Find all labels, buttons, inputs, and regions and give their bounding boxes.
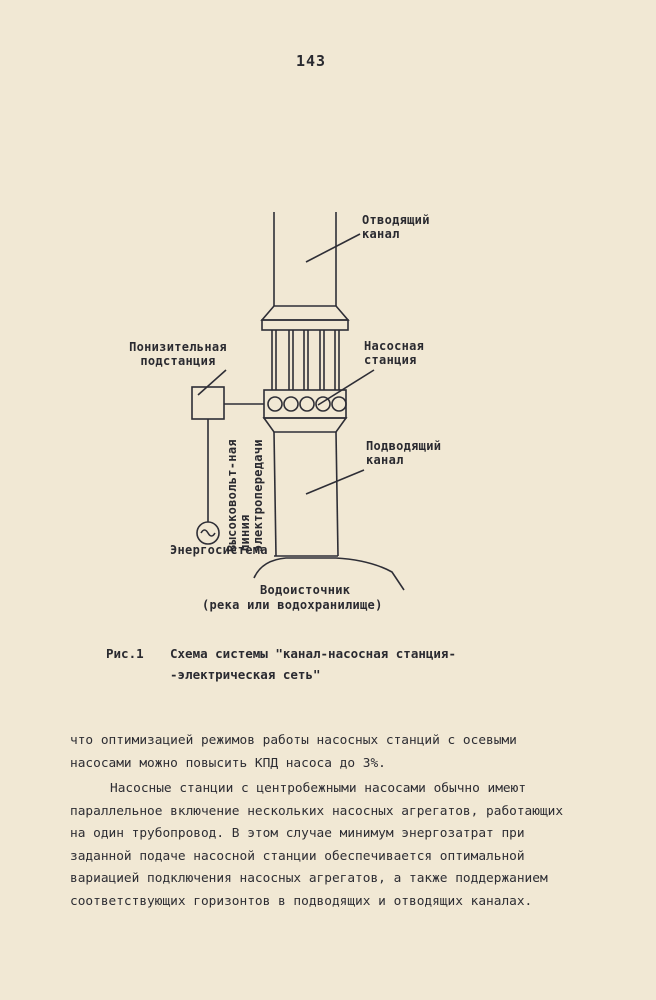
label-power-line: Высоковольт-ная линия электропередачи — [225, 439, 265, 552]
discharge-header — [262, 320, 348, 330]
figure-caption-label: Рис.1 — [106, 646, 144, 661]
substation-box — [192, 387, 224, 419]
label-substation: Понизительная подстанция — [129, 340, 227, 368]
label-pumping-station: Насосная станция — [364, 339, 425, 367]
paragraph-1: что оптимизацией режимов работы насосных станций с осевыми насосами можно повысить КПД насоса до 3%. — [70, 733, 517, 771]
inlet-channel-funnel — [264, 418, 346, 432]
label-water-source-detail: (река или водохранилище) — [202, 598, 383, 612]
figure-caption-title-line1: Схема системы "канал-насосная станция- — [170, 646, 456, 661]
label-inlet-channel: Подводящий канал — [366, 439, 442, 467]
outlet-channel-flare — [262, 306, 348, 320]
inlet-channel-right-wall — [336, 432, 338, 556]
paragraph-2: Насосные станции с центробежными насосами обычно имеют параллельное включение нескольких насосных агрегатов, работающих на один трубопровод. В этом случае минимум энергозатрат при заданной подаче насосной станции обеспечивается оптимальной вариацией подключения насосных агрегатов, а также поддержанием соответствующих горизонтов в подводящих и отводящих каналах. — [70, 781, 564, 909]
label-power-system: Энергосистема — [170, 543, 268, 557]
label-outlet-channel: Отводящий канал — [362, 213, 430, 241]
pump-station-block — [264, 390, 346, 418]
figure-caption-title-line2: -электрическая сеть" — [170, 667, 321, 682]
inlet-channel-left-wall — [274, 432, 276, 556]
label-water-source: Водоисточник — [260, 583, 351, 597]
page-number: 143 — [296, 52, 327, 70]
